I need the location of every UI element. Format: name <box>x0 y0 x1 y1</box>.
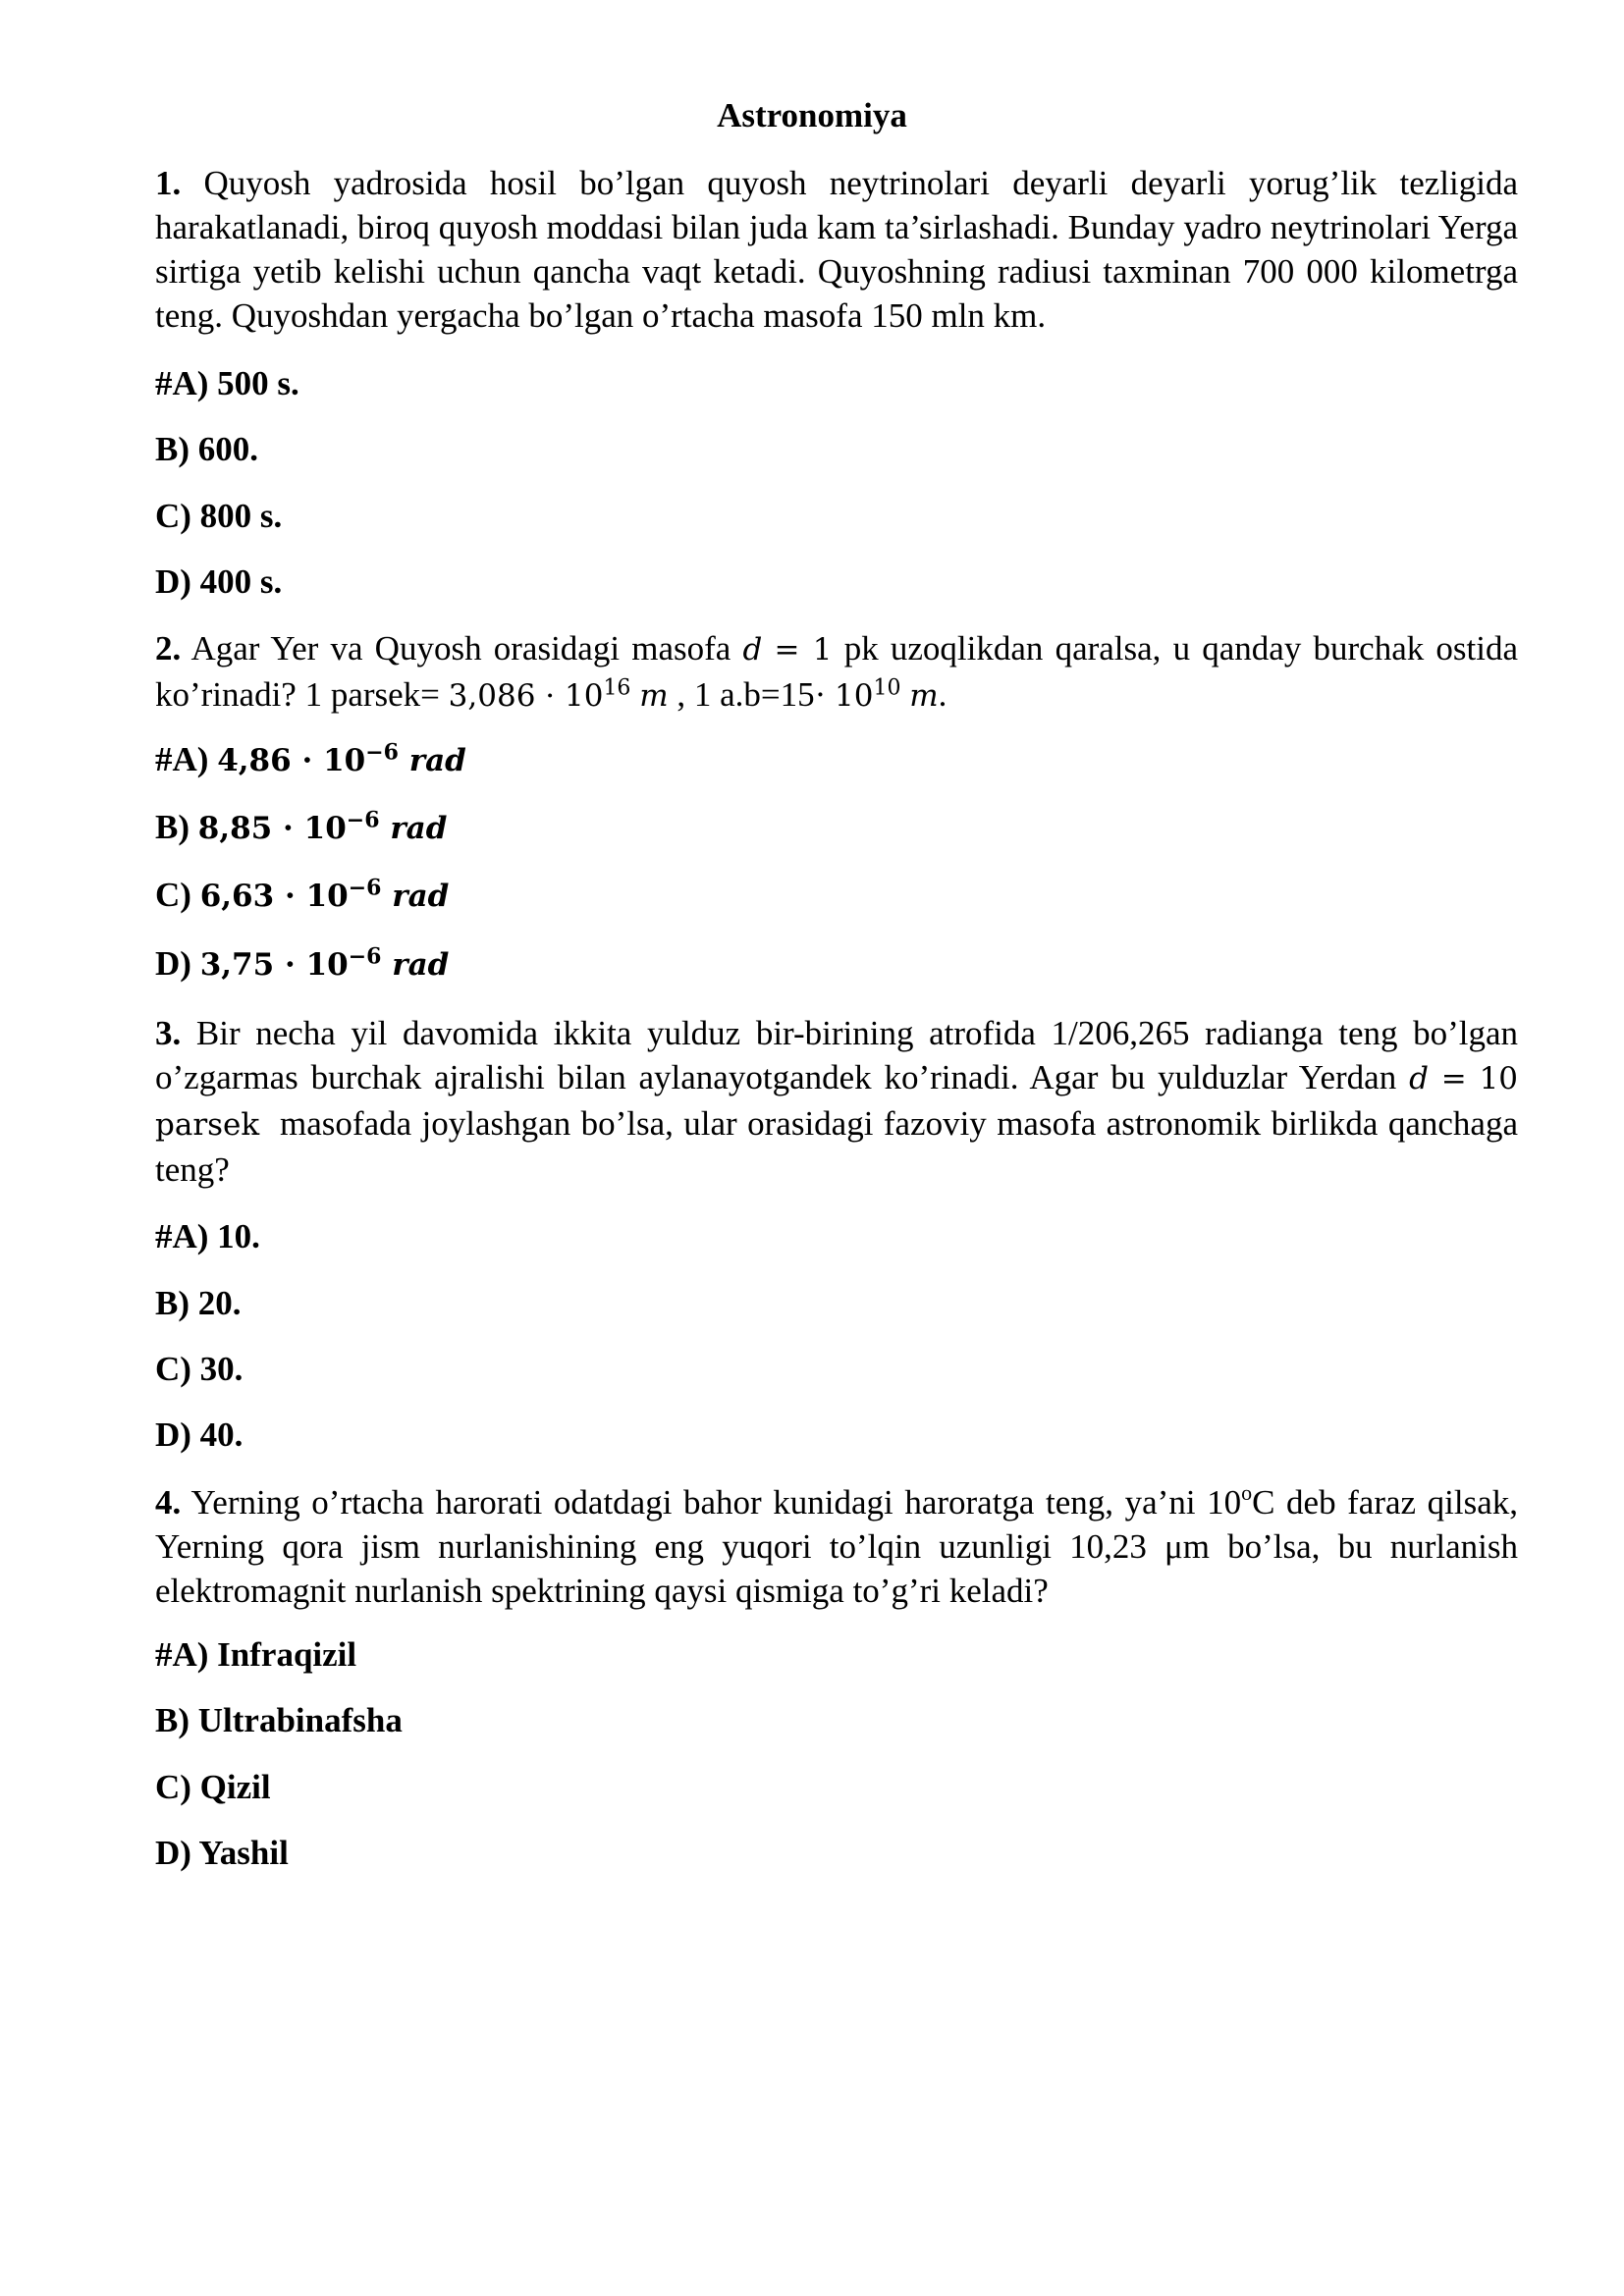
option-d: D) Yashil <box>155 1834 289 1872</box>
unit-m: m <box>639 678 669 714</box>
question-number: 2. <box>155 629 182 667</box>
question-number: 3. <box>155 1014 182 1052</box>
question-text: masofada joylashgan bo’lsa, ular orasidagi fazoviy masofa astronomik birlikda qanchaga teng? <box>155 1104 1519 1189</box>
math-equals: = <box>1440 1061 1467 1096</box>
option-a: #A) $4,86 \cdot 10^{-6}$ rad <box>155 739 466 778</box>
math-equals: = 1 <box>774 632 833 667</box>
question-3 <box>155 1011 1518 1192</box>
math-variable: d <box>742 632 763 667</box>
degree-sup: o <box>1241 1480 1253 1505</box>
question-text: Yerning o’rtacha harorati odatdagi bahor kunidagi haroratga teng, ya’ni 10 <box>190 1483 1242 1522</box>
question-text: C deb faraz qilsak, Yerning qora jism nurlanishining eng yuqori to’lqin uzunligi 10,23 μm bo’lsa, bu nurlanish elektromagnit nurlanish spektrining qaysi qismiga to’g’ri keladi? <box>155 1483 1518 1610</box>
math-value: 10 parsek <box>155 1061 1519 1143</box>
option-d: D) $3,75 \cdot 10^{-6}$ rad <box>155 943 450 983</box>
unit-m: m <box>909 678 939 714</box>
question-text: Quyosh yadrosida hosil bo’lgan quyosh neytrinolari deyarli deyarli yorug’lik tezligida harakatlanadi, biroq quyosh moddasi bilan juda kam ta’sirlashadi. Bunday yadro neytrinolari Yerga sirtiga yetib kelishi uchun qancha vaqt ketadi. Quyoshning radiusi taxminan 700 000 kilometrga teng. Quyoshdan yergacha bo’lgan o’rtacha masofa 150 mln km. <box>155 164 1519 335</box>
question-text: Agar Yer va Quyosh orasidagi masofa <box>190 629 731 667</box>
math-variable: d <box>1409 1061 1429 1096</box>
option-c: C) $6,63 \cdot 10^{-6}$ rad <box>155 875 450 914</box>
option-c: C) 30. <box>155 1350 244 1388</box>
option-a: #A) 10. <box>155 1217 260 1255</box>
option-b: B) $8,85 \cdot 10^{-6}$ rad <box>155 807 448 846</box>
option-b: B) Ultrabinafsha <box>155 1701 403 1739</box>
page-title: Astronomiya <box>717 96 907 134</box>
option-b: B) 600. <box>155 430 258 468</box>
question-number: 1. <box>155 164 182 202</box>
question-number: 4. <box>155 1483 182 1522</box>
question-text: pk uzoqlikdan qaralsa, u qanday burchak ostida ko’rinadi? 1 parsek= <box>155 629 1519 714</box>
option-c: C) 800 s. <box>155 497 283 535</box>
option-c: C) Qizil <box>155 1768 271 1806</box>
option-a: #A) Infraqizil <box>155 1635 357 1674</box>
option-d: D) 40. <box>155 1415 244 1454</box>
question-text: Bir necha yil davomida ikkita yulduz bir-birining atrofida 1/206,265 radianga teng bo’lgan o’zgarmas burchak ajralishi bilan aylanayotgandek ko’rinadi. Agar bu yulduzlar Yerdan <box>155 1014 1519 1096</box>
question-2: 2. Agar Yer va Quyosh orasidagi masofa d = 1 pk uzoqlikdan qaralsa, u qanday burchak ostida ko’rinadi? 1 parsek= $3,086 \cdot 10^{16}$ m , 1 $a.b=15\cdot 10^{10}$ m. <box>155 629 1519 714</box>
au-value: $10^{10}$ <box>835 675 901 714</box>
option-b: B) 20. <box>155 1284 242 1322</box>
option-a: #A) 500 s. <box>155 364 299 402</box>
question-1 <box>155 161 1518 338</box>
parsec-value: $3,086 \cdot 10^{16}$ <box>448 675 631 714</box>
option-d: D) 400 s. <box>155 562 283 601</box>
question-4 <box>155 1480 1518 1613</box>
question-text: , 1 a.b=15· <box>677 675 827 714</box>
